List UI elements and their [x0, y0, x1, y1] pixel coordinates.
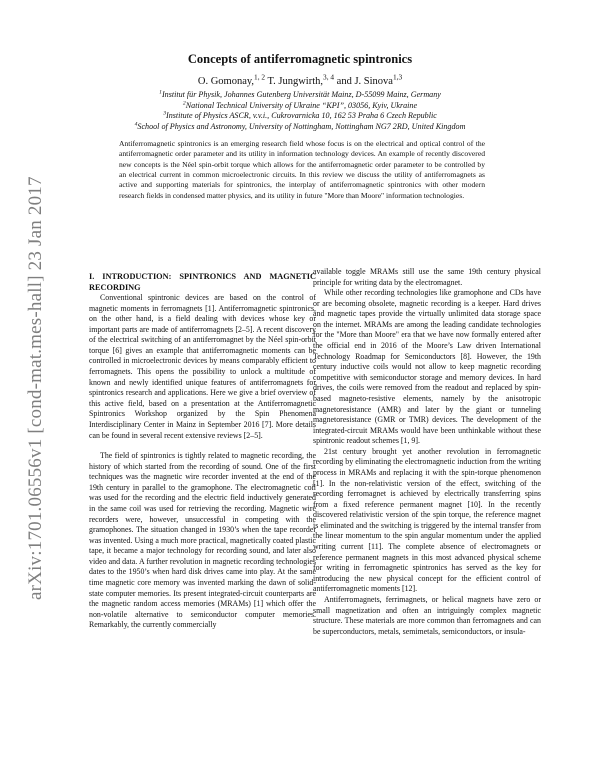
affiliation [0, 122, 600, 133]
affiliation [0, 101, 600, 112]
left-column [89, 272, 316, 631]
body-paragraph: Conventional spintronic devices are based on the control of magnetic moments in ferromagnets [1]. Antiferromagnetic spintronics, on the other hand, is a field dealing with devices whose key or important parts are made of antiferromagnets [2–5]. A recent discovery of the electrical switching of an antiferromagnet by the Néel spin-orbit torque [6] gives an example that antiferromagnetic moments can be controlled in microelectronic devices by means comparably efficient to ferromagnets. This opens the possibility to unlock a multitude of known and newly identified unique features of antiferromagnets for spintronics research and applications. Here we give a brief overview of this active field, based on a presentation at the Antiferromagnetic Spintronics Workshop organized by the Spin Phenomena Interdisciplinary Center in Mainz in September 2016 [7]. More details can be found in several recent extensive reviews [2–5]. [89, 293, 316, 440]
body-paragraph: Antiferromagnets, ferrimagnets, or helical magnets have zero or small magnetization and often an intriguingly complex magnetic structure. These materials are more common than ferromagnets and can be superconductors, metals, semimetals, semiconductors, or insula- [313, 594, 541, 636]
arxiv-identifier: arXiv:1701.06556v1 [cond-mat.mes-hall] 23 Jan 2017 [25, 176, 46, 600]
affiliation-text: National Technical University of Ukraine “KPI”, 03056, Kyiv, Ukraine [185, 100, 418, 110]
affiliation-number: 2 [182, 99, 186, 106]
author-affil-marker: 1,3 [392, 72, 403, 82]
body-paragraph: available toggle MRAMs still use the same 19th century physical principle for writing data by the electromagnet. [313, 267, 541, 287]
right-column [313, 267, 541, 637]
affiliation [0, 90, 600, 101]
body-paragraph: The field of spintronics is tightly related to magnetic recording, the history of which started from the recording of sound. One of the first techniques was the magnetic wire recorder invented at the end of the 19th century in parallel to the gramophone. The electromagnetic coil was used for the recording and the electric field inductively generated in the same coil was used for retrieving the recording. Magnetic wire recorders were, however, unsuccessful in competing with the gramophones. The situation changed in 1930’s when the tape recorder was invented. Using a much more practical, magnetically coated plastic tape, it became a major technology for recording sound, and later also video and data. A further revolution in magnetic recording technologies dates to the 1950’s when hard disk drives came into play. At the same time magnetic core memory was invented marking the dawn of solid-state computer memories. Its present integrated-circuit counterparts are the magnetic random access memories (MRAMs) [1] which offer the non-volatile alternative to semiconductor computer memories. Remarkably, the currently commercially [89, 451, 316, 630]
author-affil-marker: 1, 2 [254, 72, 266, 82]
affiliation-text: School of Physics and Astronomy, University of Nottingham, Nottingham NG7 2RD, United Kingdom [137, 121, 466, 131]
author-name: T. Jungwirth, [267, 76, 324, 87]
affiliation-number: 1 [159, 89, 162, 96]
section-heading: I. INTRODUCTION: SPINTRONICS AND MAGNETIC RECORDING [89, 272, 316, 292]
arxiv-sidebar [10, 176, 46, 600]
paper-title: Concepts of antiferromagnetic spintronics [187, 52, 413, 66]
author-list [0, 72, 600, 87]
body-paragraph: While other recording technologies like gramophone and CDs have or are becoming obsolete, magnetic recording is a keeper. Hard drives and magnetic tapes provide the virtually unlimited data storage space on the internet. MRAMs are among the leading candidate technologies for the "More than Moore" era that we have now formally entered after the official end in 2016 of the Moore’s Law driven International Technology Roadmap for Semiconductors [8]. However, the 19th century inductive coils would not allow to keep magnetic recording competitive with semiconductor storage and memory devices. In hard drives, the coils were removed from the readout and replaced by spin-based magneto-resistive elements, namely by the anisotropic magnetoresistance (AMR) and later by the giant or tunneling magnetoresistance (GMR or TMR) devices. The development of the integrated-circuit MRAMs would have been unthinkable without these spintronic readout schemes [1, 9]. [313, 288, 541, 446]
affiliation [0, 111, 600, 122]
author-name: O. Gomonay, [197, 76, 255, 87]
affiliation-text: Institut für Physik, Johannes Gutenberg Universität Mainz, D-55099 Mainz, Germany [161, 90, 441, 99]
affiliation-text: Institute of Physics ASCR, v.v.i., Cukrovarnicka 10, 162 53 Praha 6 Czech Republic [166, 111, 437, 121]
affiliation-number: 3 [163, 110, 167, 117]
abstract: Antiferromagnetic spintronics is an emerging research field whose focus is on the electrical and optical control of the antiferromagnetic order parameter and its utility in information technology devices. An example of recently discovered new concepts is the Néel spin-orbit torque which allows for the antiferromagnetic order parameter to be controlled by an electrical current in common microelectronic circuits. In this review we discuss the utility of antiferromagnets as active and supporting materials for spintronics, the interplay of antiferromagnetic spintronics with other modern research fields in condensed matter physics, and its utility in future "More than Moore" information technologies. [119, 139, 485, 200]
affiliation-list [0, 90, 600, 132]
author-affil-marker: 3, 4 [323, 72, 335, 82]
author-name: and J. Sinova [336, 76, 393, 87]
body-paragraph: 21st century brought yet another revolution in ferromagnetic recording by eliminating the electromagnetic induction from the writing process in MRAMs and replacing it with the spin-torque phenomenon [1]. In the non-relativistic version of the effect, switching of the recording ferromagnet is achieved by electrically transferring spins from a fixed reference permanent magnet [10]. In the recently discovered relativistic version of the spin torque, the reference magnet is eliminated and the switching is triggered by the internal transfer from the linear momentum to the spin angular momentum under the applied writing current [11]. The complete absence of electromagnets or reference permanent magnets in this most advanced physical scheme for writing in ferromagnetic spintronics has served as the key for introducing the new physical concept for the efficient control of antiferromagnetic moments [12]. [313, 446, 541, 594]
affiliation-number: 4 [134, 121, 138, 128]
